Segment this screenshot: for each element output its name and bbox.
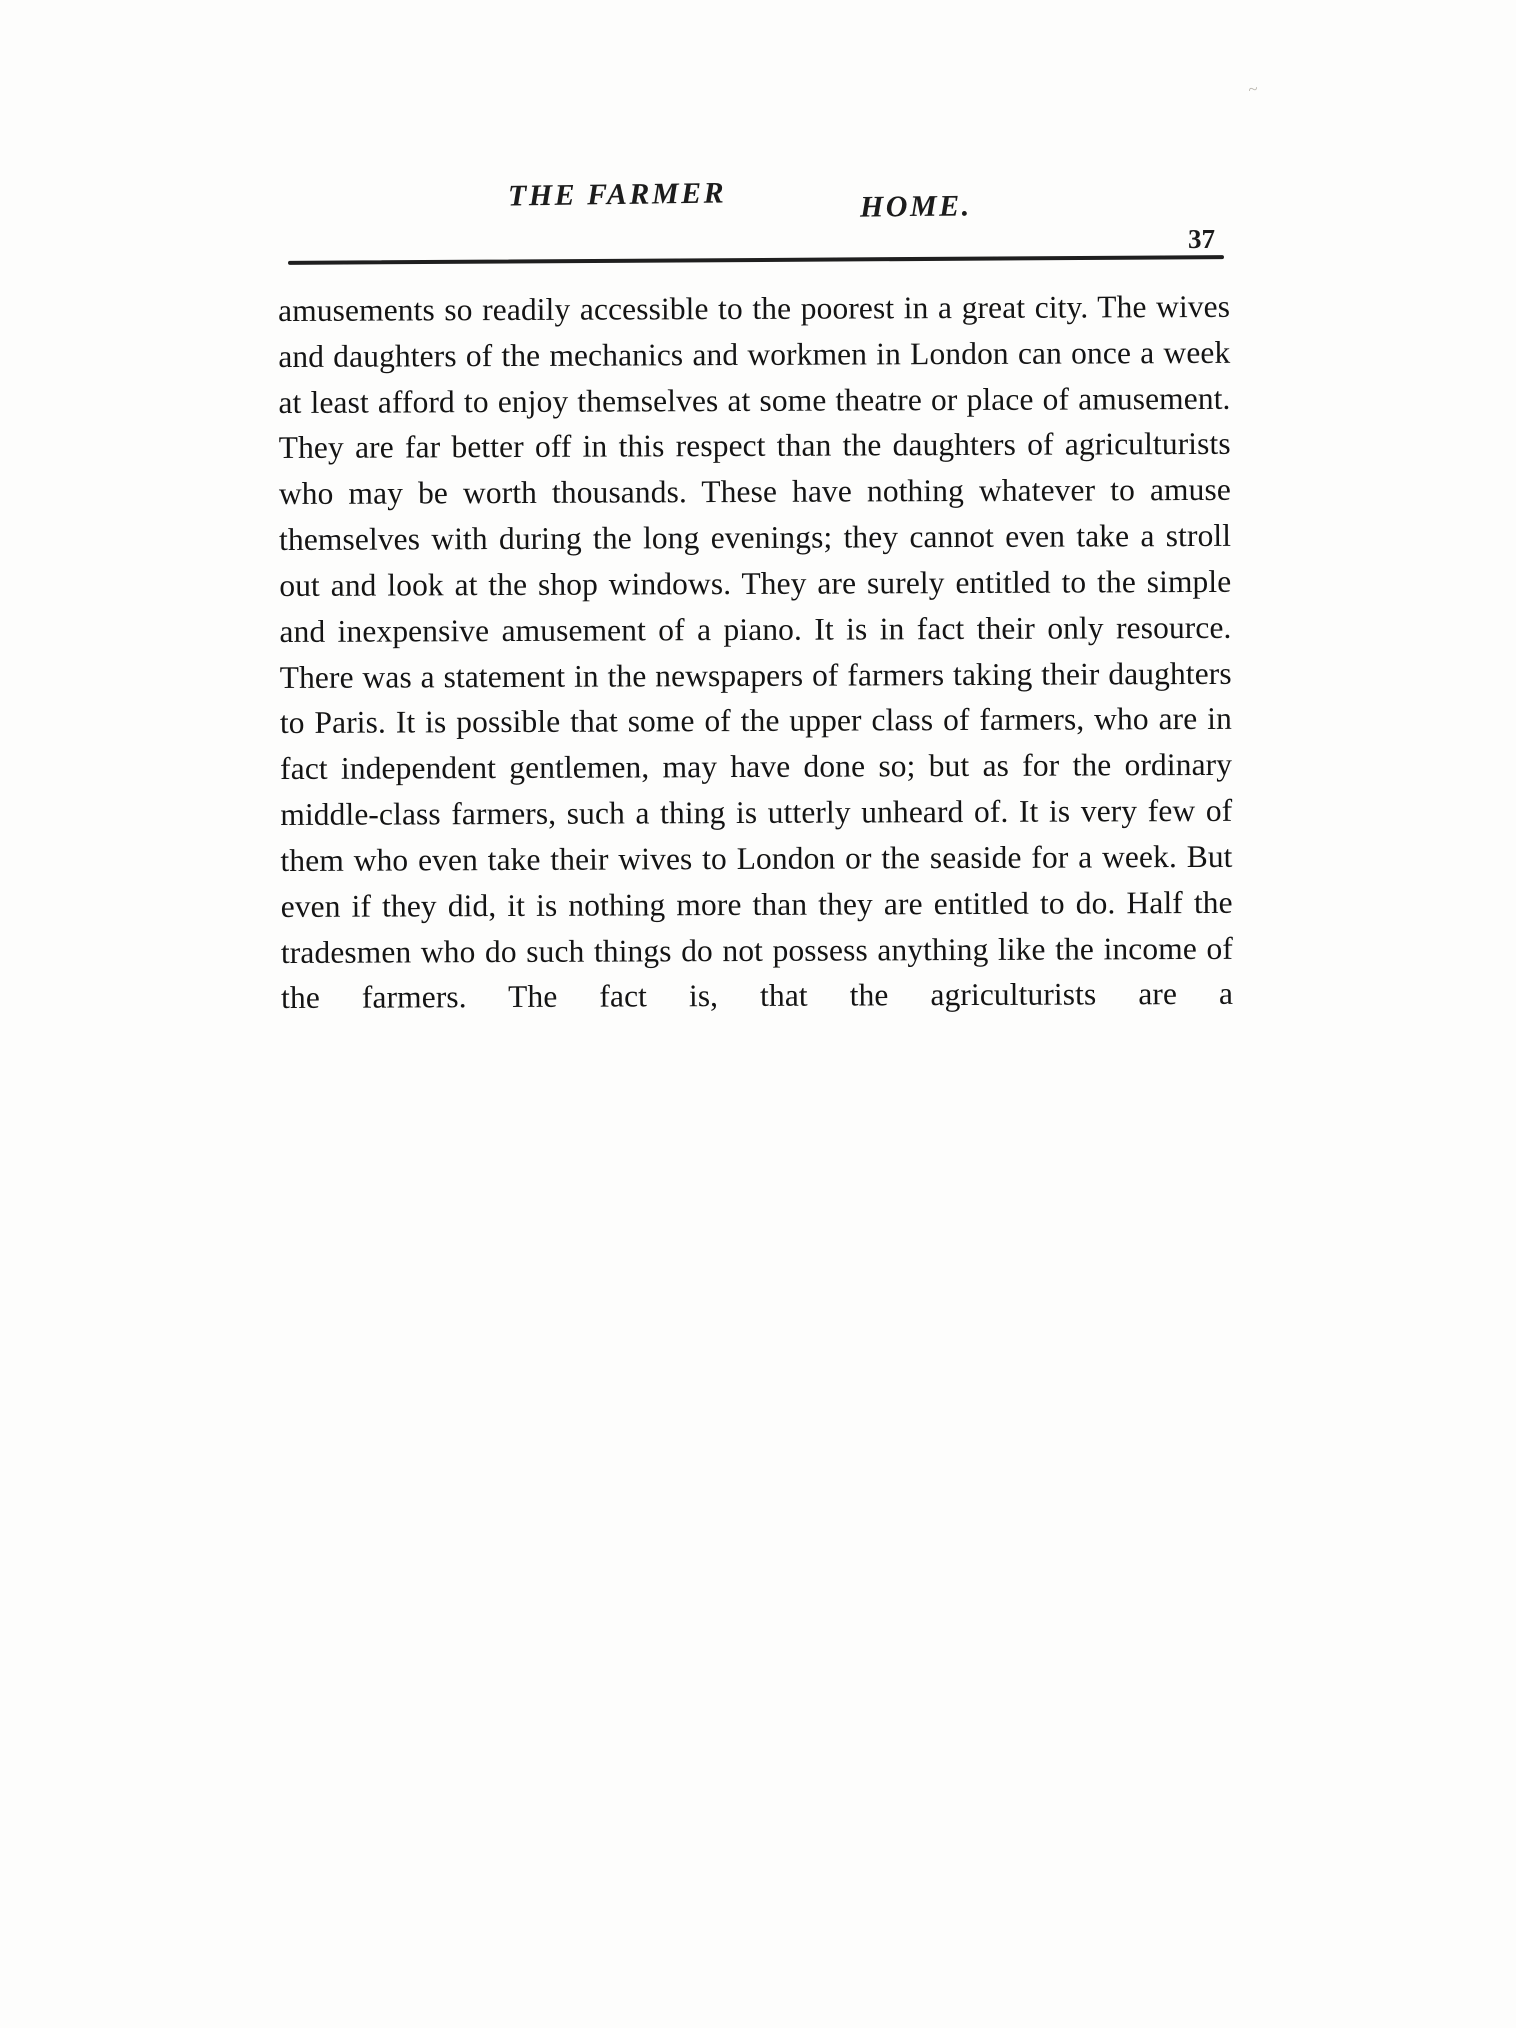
page-header <box>280 176 1260 254</box>
header-rule <box>288 255 1224 265</box>
running-head-right: HOME. <box>859 189 972 224</box>
running-head-left: THE FARMER <box>507 176 727 213</box>
page-number: 37 <box>1188 224 1215 254</box>
scan-artifact-mark: ~ <box>1247 79 1257 100</box>
body-text <box>278 284 1233 1021</box>
body-paragraph: amusements so readily accessible to the poorest in a great city. The wives and daughters of the mechanics and workmen in London can once a week at least afford to enjoy themselves at some theatre or place of amusement. They are far better off in this respect than the daughters of agriculturists who may be worth thousands. These have nothing whatever to amuse themselves with during the long evenings; they cannot even take a stroll out and look at the shop windows. They are surely entitled to the simple and inexpensive amusement of a piano. It is in fact their only resource. There was a statement in the newspapers of farmers taking their daughters to Paris. It is possible that some of the upper class of farmers, who are in fact independent gentlemen, may have done so; but as for the ordinary middle-class farmers, such a thing is utterly unheard of. It is very few of them who even take their wives to London or the seaside for a week. But even if they did, it is nothing more than they are entitled to do. Half the tradesmen who do such things do not possess anything like the income of the farmers. The fact is, that the agriculturists are a <box>278 288 1234 1016</box>
